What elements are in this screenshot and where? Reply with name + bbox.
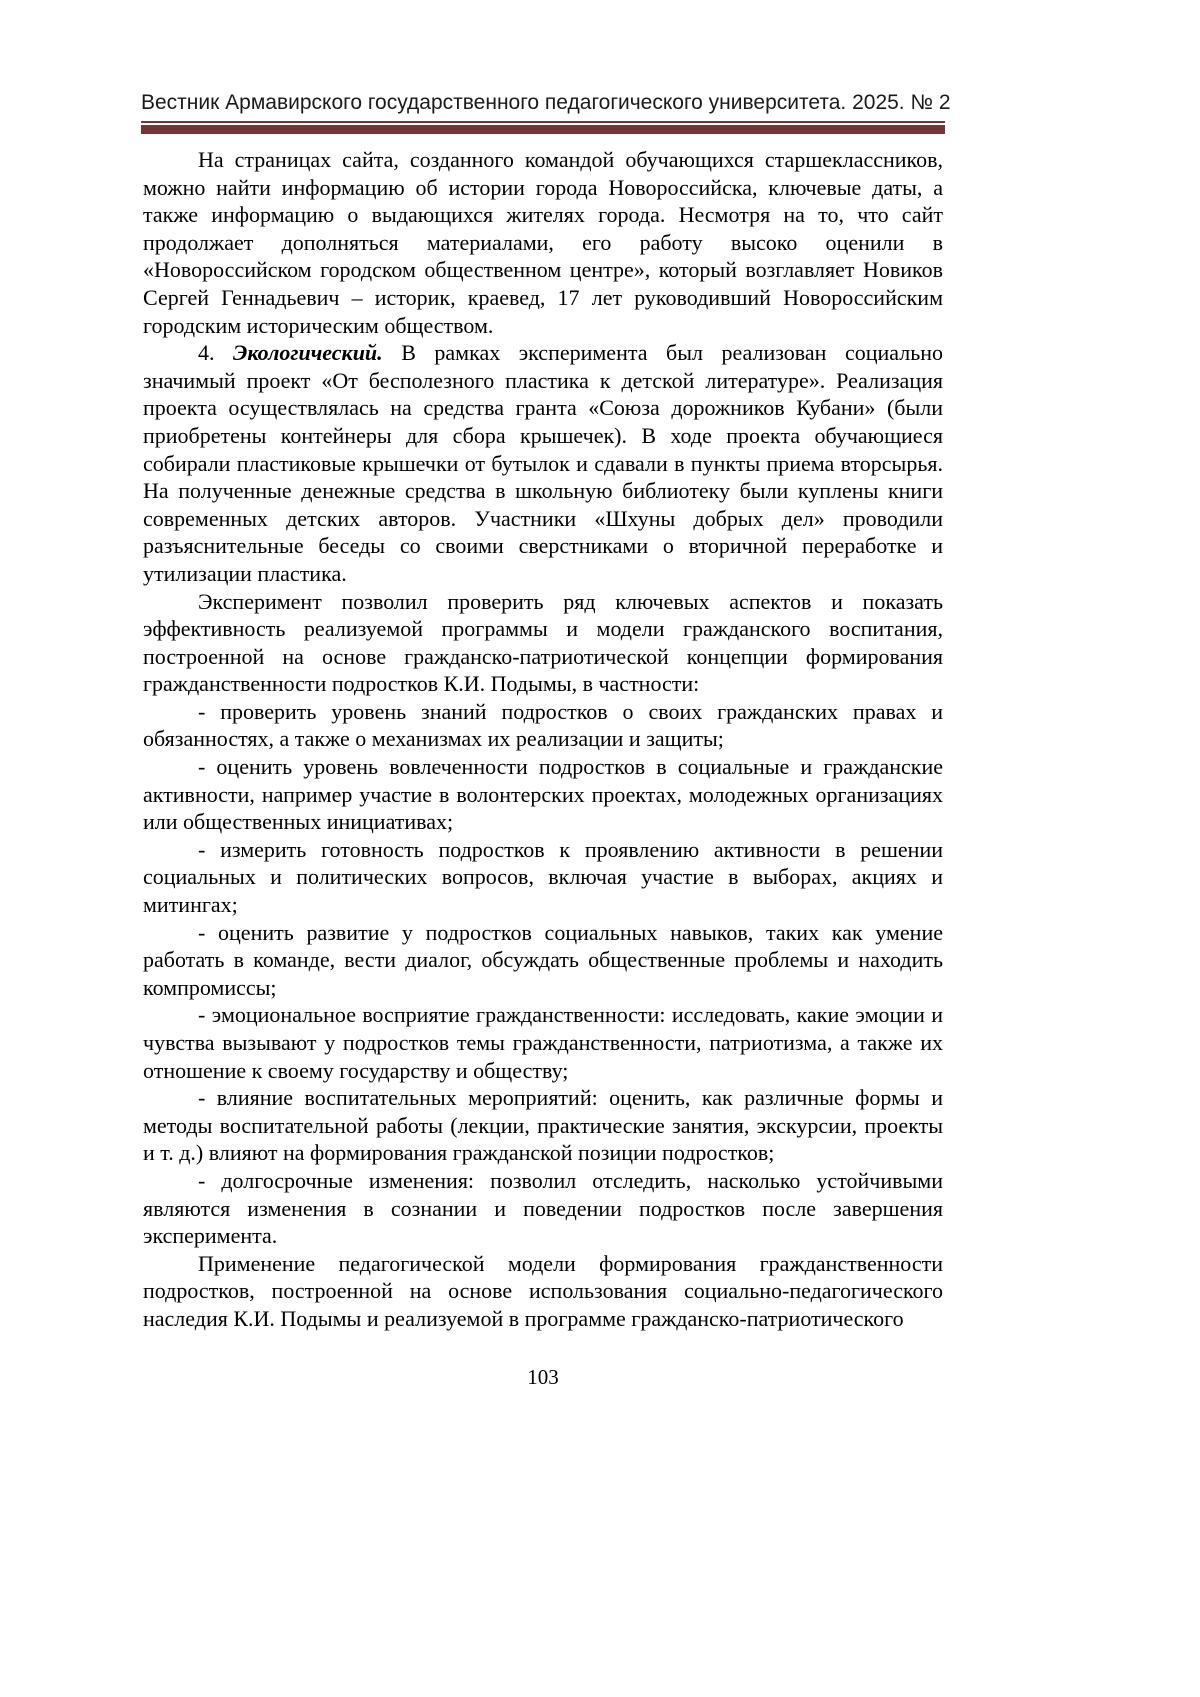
paragraph-model-application: Применение педагогической модели формирования гражданственности подростков, построенной на основе использования социально-педагогического наследия К.И. Подымы и реализуемой в программе гражданско-патриотического bbox=[143, 1250, 943, 1331]
bullet-check-knowledge: - проверить уровень знаний подростков о своих гражданских правах и обязанностях, а также о механизмах их реализации и защиты; bbox=[143, 698, 943, 752]
page-header bbox=[141, 90, 951, 134]
paragraph-experiment-aspects: Эксперимент позволил проверить ряд ключевых аспектов и показать эффективность реализуемой программы и модели гражданского воспитания, построенной на основе гражданско-патриотической концепции формирования гражданственности подростков К.И. Подымы, в частности: bbox=[143, 588, 943, 697]
paragraph-text: В рамках эксперимента был реализован социально значимый проект «От бесполезного пластика к детской литературе». Реализация проекта осуществлялась на средства гранта «Союза дорожников Кубани» (были приобретены контейнеры для сбора крышечек). В ходе проекта обучающиеся собирали пластиковые крышечки от бутылок и сдавали в пункты приема вторсырья. На полученные денежные средства в школьную библиотеку были куплены книги современных детских авторов. Участники «Шхуны добрых дел» проводили разъяснительные беседы со своими сверстниками о вторичной переработке и утилизации пластика. bbox=[143, 340, 944, 586]
bullet-assess-social-skills: - оценить развитие у подростков социальных навыков, таких как умение работать в команде, вести диалог, обсуждать общественные проблемы и находить компромиссы; bbox=[143, 919, 943, 1000]
article-body bbox=[143, 146, 943, 1333]
paragraph-site-description: На страницах сайта, созданного командой обучающихся старшеклассников, можно найти информацию об истории города Новороссийска, ключевые даты, а также информацию о выдающихся жителях города. Несмотря на то, что сайт продолжает дополняться материалами, его работу высоко оценили в «Новороссийском городском общественном центре», который возглавляет Новиков Сергей Геннадьевич – историк, краевед, 17 лет руководивший Новороссийским городским историческим обществом. bbox=[143, 147, 943, 338]
header-rule-thick bbox=[141, 125, 945, 134]
page-number: 103 bbox=[527, 1365, 559, 1389]
bullet-long-term-changes: - долгосрочные изменения: позволил отследить, насколько устойчивыми являются изменения в сознании и поведении подростков после завершения эксперимента. bbox=[143, 1167, 943, 1249]
paragraph-ecological-experiment bbox=[143, 339, 943, 587]
header-rule-thin bbox=[141, 121, 945, 123]
bullet-emotional-perception: - эмоциональное восприятие гражданственности: исследовать, какие эмоции и чувства вызывают у подростков темы гражданственности, патриотизма, а также их отношение к своему государству и обществу; bbox=[143, 1002, 943, 1083]
bullet-measure-readiness: - измерить готовность подростков к проявлению активности в решении социальных и политических вопросов, включая участие в выборах, акциях и митингах; bbox=[143, 836, 943, 918]
bullet-educational-activities: - влияние воспитательных мероприятий: оценить, как различные формы и методы воспитательной работы (лекции, практические занятия, экскурсии, проекты и т. д.) влияют на формирования гражданской позиции подростков; bbox=[143, 1085, 943, 1166]
page-footer bbox=[141, 1364, 945, 1390]
journal-title: Вестник Армавирского государственного педагогического университета. 2025. № 2 bbox=[141, 91, 951, 114]
section-title-ecological: Экологический. bbox=[233, 340, 383, 366]
bullet-assess-involvement: - оценить уровень вовлеченности подростков в социальные и гражданские активности, например участие в волонтерских проектах, молодежных организациях или общественных инициативах; bbox=[143, 754, 943, 835]
list-number: 4. bbox=[198, 340, 215, 366]
